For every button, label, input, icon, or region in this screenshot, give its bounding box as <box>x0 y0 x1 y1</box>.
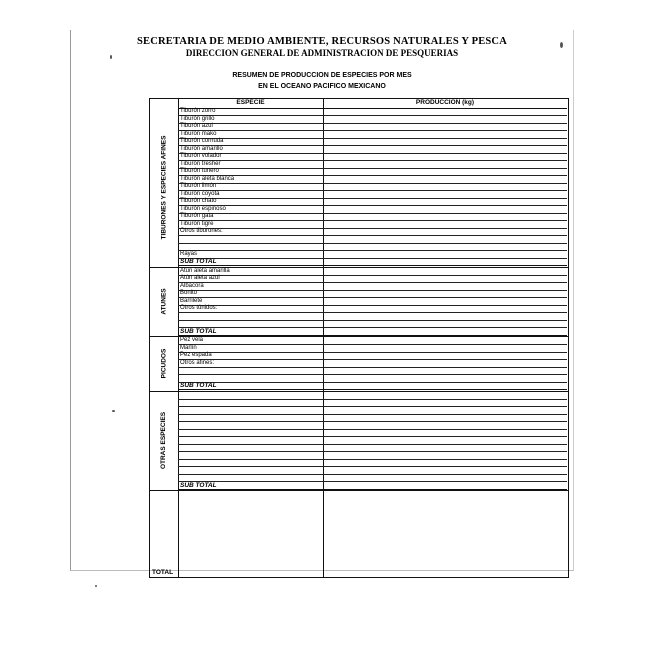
species-name: Tiburón espinoso <box>180 205 226 212</box>
subtotal-label: SUB TOTAL <box>180 481 217 489</box>
species-name: Barrilete <box>180 297 203 304</box>
report-subtitle <box>71 70 573 92</box>
species-name: Tiburón tresher <box>180 160 221 167</box>
species-name <box>178 452 180 458</box>
scan-speck <box>95 585 97 587</box>
species-name: Tiburón mako <box>180 130 217 137</box>
table-group <box>150 268 568 338</box>
species-name: Tiburón volador <box>180 153 222 159</box>
scan-speck <box>112 410 115 412</box>
species-name: Bonito <box>180 290 198 296</box>
subtotal-row <box>178 382 567 390</box>
column-header-especie: ESPECIE <box>236 99 265 106</box>
species-name <box>178 459 180 465</box>
species-name: Tiburón coyota <box>180 190 220 197</box>
subtotal-label: SUB TOTAL <box>180 327 217 335</box>
subtotal-row <box>178 482 567 490</box>
species-name: Tiburón tigre <box>180 220 214 227</box>
document-page <box>70 30 574 576</box>
species-name: Atún aleta azul <box>180 275 220 281</box>
species-name: Tiburón azul <box>180 123 213 129</box>
species-name <box>178 444 180 450</box>
species-name: Atún aleta amarilla <box>180 267 230 274</box>
scan-speck <box>110 55 112 59</box>
table-group <box>150 108 568 268</box>
species-name: Otros tiburones: <box>180 228 223 234</box>
group-label <box>150 268 178 337</box>
species-name <box>178 320 180 326</box>
group-label <box>150 392 178 491</box>
species-name: Pez vela <box>180 337 204 343</box>
species-name <box>178 414 180 420</box>
subtitle-line-1: RESUMEN DE PRODUCCION DE ESPECIES POR MES <box>232 72 412 79</box>
species-name <box>178 399 180 405</box>
scan-speck <box>560 42 563 48</box>
subtitle-line-2: EN EL OCEANO PACIFICO MEXICANO <box>258 83 386 90</box>
group-label-text: OTRAS ESPECIES <box>160 412 168 470</box>
subtotal-label: SUB TOTAL <box>180 382 217 389</box>
species-name: Albacora <box>180 282 204 289</box>
document-header <box>71 36 573 58</box>
species-name: Tiburón tunero <box>180 168 219 174</box>
total-row <box>150 569 568 577</box>
group-label-text: TIBURONES Y ESPECIES AFINES <box>160 135 168 240</box>
group-label <box>150 337 178 391</box>
species-name <box>178 367 180 373</box>
species-name: Marlín <box>180 344 197 351</box>
species-name <box>178 313 180 319</box>
species-name <box>178 429 180 435</box>
subtotal-row <box>178 258 567 266</box>
column-header-produccion: PRODUCCION (kg) <box>415 99 475 106</box>
production-table <box>149 98 569 578</box>
species-name: Tiburón cornuda <box>180 138 224 144</box>
ministry-title: SECRETARIA DE MEDIO AMBIENTE, RECURSOS NATURALES Y PESCA <box>136 36 507 47</box>
subtotal-label: SUB TOTAL <box>180 258 217 265</box>
subtotal-row <box>178 328 567 336</box>
species-name: Tiburón zorro <box>180 108 216 114</box>
species-name: Tiburón limón <box>180 183 217 189</box>
species-name: Pez espada <box>180 352 212 358</box>
species-name <box>178 422 180 428</box>
total-label: TOTAL <box>152 569 174 576</box>
species-name <box>178 407 180 413</box>
species-name <box>178 243 180 249</box>
table-group <box>150 337 568 392</box>
species-name: Otros afines: <box>180 359 215 366</box>
species-name: Tiburón aleta blanca <box>180 175 235 182</box>
species-name: Otros túnidos: <box>180 305 218 311</box>
species-name: Tiburón amarillo <box>180 145 223 152</box>
species-name <box>178 375 180 381</box>
group-label-text: ATUNES <box>160 288 168 315</box>
species-name: Tiburón grillo <box>180 115 215 122</box>
species-name <box>178 437 180 443</box>
group-label-text: PICUDOS <box>160 348 168 379</box>
group-label <box>150 108 178 267</box>
table-group <box>150 392 568 492</box>
species-name <box>178 467 180 473</box>
species-name: Tiburón chato <box>180 198 217 204</box>
species-name <box>178 474 180 480</box>
species-name: Rayas <box>180 250 198 257</box>
species-name: Tiburón gata <box>180 213 214 219</box>
directorate-title: DIRECCION GENERAL DE ADMINISTRACION DE PESQUERIAS <box>185 48 459 58</box>
species-name <box>178 236 180 242</box>
species-name <box>178 392 180 398</box>
